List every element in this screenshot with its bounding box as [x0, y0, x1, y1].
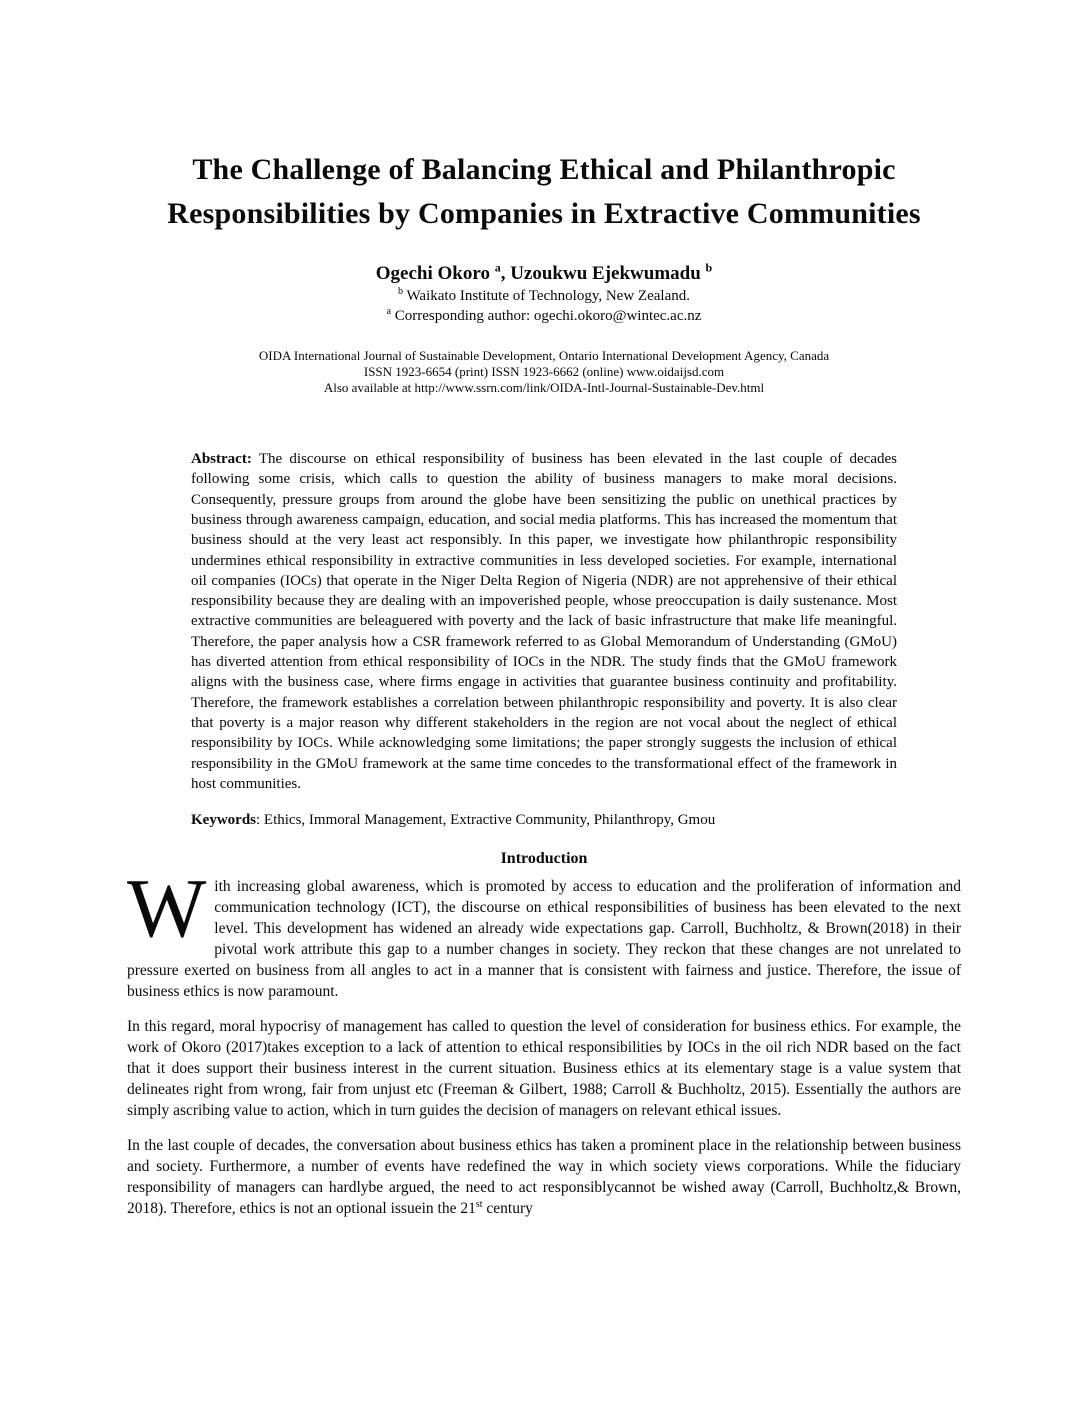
intro-paragraph-3-tail: century: [482, 1200, 533, 1218]
paper-title: [0, 20, 1088, 236]
corresponding-author-line: [0, 306, 1088, 326]
authors-line: [0, 262, 1088, 286]
journal-name-line: OIDA International Journal of Sustainable Development, Ontario International Development Agency, Canada: [258, 348, 830, 364]
journal-info-block: [0, 348, 1088, 396]
abstract-paragraph: [191, 449, 897, 794]
introduction-body: [127, 862, 961, 1219]
keywords-text: : Ethics, Immoral Management, Extractive Community, Philanthropy, Gmou: [256, 812, 716, 829]
corresponding-text: Corresponding author: ogechi.okoro@wintec.ac.nz: [391, 308, 702, 325]
ordinal-superscript-st: st: [475, 1198, 483, 1210]
intro-paragraph-2: In this regard, moral hypocrisy of management has called to question the level of consideration for business ethics. For example, the work of Okoro (2017)takes exception to a lack of attention to ethical responsibilities by IOCs in the oil rich NDR based on the fact that it does support their business interest in the current situation. Business ethics at its elementary stage is a value system that delineates right from wrong, fair from unjust etc (Freeman & Gilbert, 1988; Carroll & Buchholtz, 2015). Essentially the authors are simply ascribing value to action, which in turn guides the decision of managers on relevant ethical issues.: [127, 1018, 961, 1120]
keywords-line: [191, 810, 897, 830]
intro-paragraph-1: [127, 862, 961, 1002]
affiliation-superscript: b: [398, 286, 403, 298]
author-superscript-b: b: [705, 260, 713, 275]
intro-paragraph-3: [127, 1135, 961, 1219]
authors-separator: ,: [500, 263, 511, 285]
corresponding-superscript: a: [386, 306, 392, 318]
author-superscript-a: a: [494, 260, 501, 275]
abstract-label: Abstract:: [191, 451, 252, 468]
keywords-label: Keywords: [191, 812, 256, 829]
drop-cap-w: W: [127, 862, 207, 956]
intro-paragraph-1-text: ith increasing global awareness, which is promoted by access to education and the proliferation of information and communication technology (ICT), the discourse on ethical responsibilities of business has been elevated to the next level. This development has widened an already wide expectations gap. Carroll, Buchholtz, & Brown(2018) in their pivotal work attribute this gap to a number changes in society. They reckon that these changes are not unrelated to pressure exerted on business from all angles to act in a manner that is consistent with fairness and justice. Therefore, the issue of business ethics is now paramount.: [127, 878, 961, 1001]
author-name-2: Uzoukwu Ejekwumadu: [510, 263, 706, 285]
abstract-text: The discourse on ethical responsibility of business has been elevated in the last couple of decades following some crisis, which calls to question the ability of business managers to make moral decisions. Consequently, pressure groups from around the globe have been sensitizing the public on unethical practices by business through awareness campaign, education, and social media platforms. This has increased the momentum that business should at the very least act responsibly. In this paper, we investigate how philanthropic responsibility undermines ethical responsibility in extractive communities in less developed societies. For example, international oil companies (IOCs) that operate in the Niger Delta Region of Nigeria (NDR) are not apprehensive of their ethical responsibility because they are dealing with an impoverished people, whose preoccupation is daily sustenance. Most extractive communities are beleaguered with poverty and the lack of basic infrastructure that make life meaningful. Therefore, the paper analysis how a CSR framework referred to as Global Memorandum of Understanding (GMoU) has diverted attention from ethical responsibility of IOCs in the NDR. The study finds that the GMoU framework aligns with the business case, where firms engage in activities that guarantee business continuity and profitability. Therefore, the framework establishes a correlation between philanthropic responsibility and poverty. It is also clear that poverty is a major reason why different stakeholders in the region are not vocal about the neglect of ethical responsibility by IOCs. While acknowledging some limitations; the paper strongly suggests the inclusion of ethical responsibility in the GMoU framework at the same time concedes to the transformational effect of the framework in host communities.: [191, 451, 897, 792]
author-name-1: Ogechi Okoro: [375, 263, 495, 285]
introduction-heading: Introduction: [500, 850, 588, 868]
paper-title-line-1: The Challenge of Balancing Ethical and Philanthropic: [192, 153, 896, 187]
affiliation-line: [0, 286, 1088, 306]
paper-title-line-2: Responsibilities by Companies in Extractive Communities: [167, 197, 921, 231]
journal-availability-line: Also available at http://www.ssrn.com/link/OIDA-Intl-Journal-Sustainable-Dev.html: [323, 380, 765, 396]
intro-paragraph-3-text: In the last couple of decades, the conversation about business ethics has taken a prominent place in the relationship between business and society. Furthermore, a number of events have redefined the way in which society views corporations. While the fiduciary responsibility of managers can hardlybe argued, the need to act responsiblycannot be wished away (Carroll, Buchholtz,& Brown, 2018). Therefore, ethics is not an optional issuein the 21: [127, 1137, 961, 1218]
journal-issn-line: ISSN 1923-6654 (print) ISSN 1923-6662 (online) www.oidaijsd.com: [363, 364, 725, 380]
affiliation-text: Waikato Institute of Technology, New Zealand.: [403, 288, 690, 305]
